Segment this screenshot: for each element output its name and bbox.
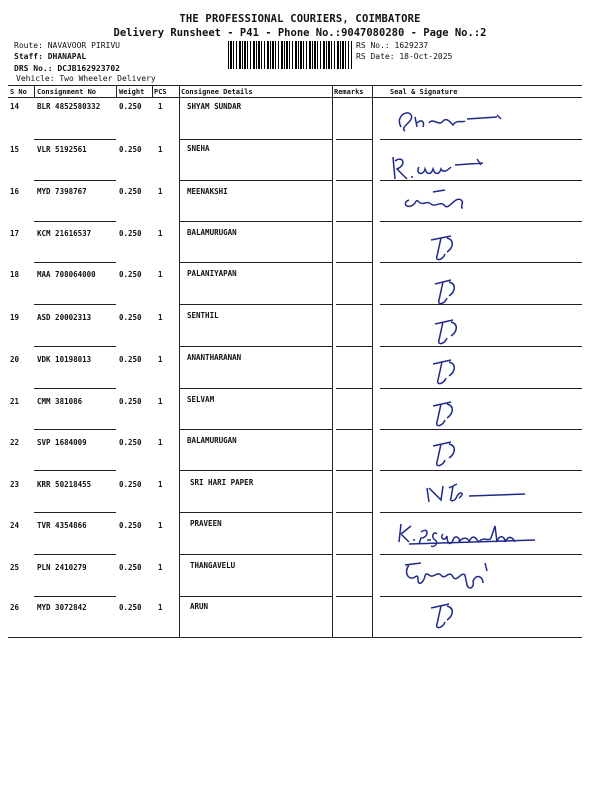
signature-image — [385, 182, 555, 224]
staff-label: Staff: DHANAPAL — [14, 52, 87, 61]
row-rule — [34, 388, 116, 389]
row-consignee: SHYAM SUNDAR — [187, 102, 242, 111]
row-sno: 18 — [10, 270, 20, 279]
row-rule — [180, 470, 332, 471]
row-pcs: 1 — [158, 355, 163, 364]
row-rule — [34, 221, 116, 222]
col-header-weight: Weight — [119, 88, 145, 96]
route-label: Route: NAVAVOOR PIRIVU — [14, 41, 120, 50]
row-consignment: KRR 50218455 — [37, 480, 92, 489]
row-consignee: ANANTHARANAN — [187, 353, 242, 362]
row-consignment: TVR 4354866 — [37, 521, 87, 530]
row-pcs: 1 — [158, 145, 163, 154]
row-rule — [34, 262, 116, 263]
row-pcs: 1 — [158, 229, 163, 238]
col-header-signature: Seal & Signature — [390, 88, 458, 96]
row-sno: 20 — [10, 355, 20, 364]
rs-date: RS Date: 18-Oct-2025 — [356, 52, 453, 61]
row-consignment: CMM 381086 — [37, 397, 83, 406]
row-rule — [336, 346, 372, 347]
row-pcs: 1 — [158, 521, 163, 530]
column-divider — [179, 97, 180, 637]
row-rule — [180, 596, 332, 597]
header-divider — [34, 85, 35, 97]
rs-number: RS No.: 1629237 — [356, 41, 429, 50]
signature-image — [385, 310, 555, 352]
row-rule — [34, 554, 116, 555]
row-weight: 0.250 — [119, 270, 142, 279]
table-bottom-rule — [8, 637, 582, 638]
vehicle-label: Vehicle: Two Wheeler Delivery — [16, 74, 156, 83]
row-rule — [34, 512, 116, 513]
row-rule — [180, 512, 332, 513]
drs-number: DRS No.: DCJB162923702 — [14, 64, 120, 73]
row-consignment: VLR 5192561 — [37, 145, 87, 154]
signature-image — [385, 268, 555, 310]
row-consignment: SVP 1684009 — [37, 438, 87, 447]
row-rule — [34, 596, 116, 597]
row-rule — [336, 221, 372, 222]
header-divider — [152, 85, 153, 97]
signature-image — [385, 592, 555, 634]
row-rule — [180, 304, 332, 305]
row-consignment: BLR 4852580332 — [37, 102, 101, 111]
row-rule — [34, 346, 116, 347]
signature-image — [385, 143, 555, 185]
row-rule — [180, 346, 332, 347]
row-rule — [336, 180, 372, 181]
row-rule — [34, 304, 116, 305]
signature-image — [385, 97, 555, 139]
company-title: THE PROFESSIONAL COURIERS, COIMBATORE — [179, 13, 421, 25]
row-consignee: PRAVEEN — [190, 519, 222, 528]
row-pcs: 1 — [158, 480, 163, 489]
row-rule — [180, 262, 332, 263]
row-rule — [336, 470, 372, 471]
row-consignee: SNEHA — [187, 144, 210, 153]
row-sno: 16 — [10, 187, 20, 196]
row-weight: 0.250 — [119, 102, 142, 111]
row-consignee: SENTHIL — [187, 311, 219, 320]
row-weight: 0.250 — [119, 603, 142, 612]
row-pcs: 1 — [158, 313, 163, 322]
row-rule — [34, 139, 116, 140]
column-divider — [332, 97, 333, 637]
row-consignment: PLN 2410279 — [37, 563, 87, 572]
row-rule — [336, 388, 372, 389]
row-rule — [180, 388, 332, 389]
header-divider — [116, 85, 117, 97]
signature-image — [385, 350, 555, 392]
col-header-consignee: Consignee Details — [181, 88, 253, 96]
row-rule — [34, 429, 116, 430]
row-weight: 0.250 — [119, 480, 142, 489]
row-weight: 0.250 — [119, 313, 142, 322]
row-weight: 0.250 — [119, 397, 142, 406]
row-sno: 15 — [10, 145, 20, 154]
row-rule — [380, 139, 582, 140]
barcode-icon — [228, 41, 352, 69]
row-rule — [180, 139, 332, 140]
row-weight: 0.250 — [119, 355, 142, 364]
row-consignee: MEENAKSHI — [187, 187, 228, 196]
col-header-sno: S No — [10, 88, 27, 96]
col-header-pcs: PCS — [154, 88, 167, 96]
row-rule — [336, 512, 372, 513]
row-consignment: KCM 21616537 — [37, 229, 92, 238]
row-rule — [34, 470, 116, 471]
row-consignment: ASD 20002313 — [37, 313, 92, 322]
row-rule — [336, 554, 372, 555]
col-header-consignment: Consignment No — [37, 88, 97, 96]
row-pcs: 1 — [158, 438, 163, 447]
row-weight: 0.250 — [119, 229, 142, 238]
row-pcs: 1 — [158, 603, 163, 612]
row-consignee: THANGAVELU — [190, 561, 236, 570]
row-sno: 19 — [10, 313, 20, 322]
row-consignment: VDK 10198013 — [37, 355, 92, 364]
row-consignee: ARUN — [190, 602, 209, 611]
row-consignment: MYD 7398767 — [37, 187, 87, 196]
row-pcs: 1 — [158, 187, 163, 196]
signature-image — [385, 432, 555, 474]
header-divider — [372, 85, 373, 97]
signature-image — [385, 226, 555, 268]
row-weight: 0.250 — [119, 187, 142, 196]
row-rule — [34, 180, 116, 181]
row-sno: 26 — [10, 603, 20, 612]
row-weight: 0.250 — [119, 438, 142, 447]
row-rule — [180, 429, 332, 430]
row-weight: 0.250 — [119, 521, 142, 530]
row-weight: 0.250 — [119, 563, 142, 572]
row-pcs: 1 — [158, 563, 163, 572]
row-weight: 0.250 — [119, 145, 142, 154]
row-sno: 14 — [10, 102, 20, 111]
row-sno: 23 — [10, 480, 20, 489]
header-divider — [332, 85, 333, 97]
runsheet-subtitle: Delivery Runsheet - P41 - Phone No.:9047080280 - Page No.:2 — [113, 27, 487, 39]
row-consignment: MAA 708064000 — [37, 270, 96, 279]
row-pcs: 1 — [158, 102, 163, 111]
row-consignee: SRI HARI PAPER — [190, 478, 254, 487]
header-divider — [179, 85, 180, 97]
row-rule — [336, 139, 372, 140]
row-consignee: PALANIYAPAN — [187, 269, 237, 278]
signature-image — [385, 555, 555, 597]
row-rule — [180, 180, 332, 181]
row-sno: 21 — [10, 397, 20, 406]
row-rule — [336, 429, 372, 430]
header-top-rule — [8, 85, 582, 86]
row-rule — [336, 262, 372, 263]
row-pcs: 1 — [158, 397, 163, 406]
row-sno: 24 — [10, 521, 20, 530]
row-sno: 25 — [10, 563, 20, 572]
row-consignee: BALAMURUGAN — [187, 436, 237, 445]
row-pcs: 1 — [158, 270, 163, 279]
column-divider — [372, 97, 373, 637]
row-rule — [336, 304, 372, 305]
signature-image — [385, 392, 555, 434]
signature-image — [385, 512, 555, 554]
row-rule — [336, 596, 372, 597]
row-consignment: MYD 3072842 — [37, 603, 87, 612]
row-consignee: SELVAM — [187, 395, 215, 404]
row-rule — [180, 221, 332, 222]
row-rule — [180, 554, 332, 555]
signature-image — [385, 470, 555, 512]
row-consignee: BALAMURUGAN — [187, 228, 237, 237]
col-header-remarks: Remarks — [334, 88, 364, 96]
row-sno: 17 — [10, 229, 20, 238]
row-sno: 22 — [10, 438, 20, 447]
